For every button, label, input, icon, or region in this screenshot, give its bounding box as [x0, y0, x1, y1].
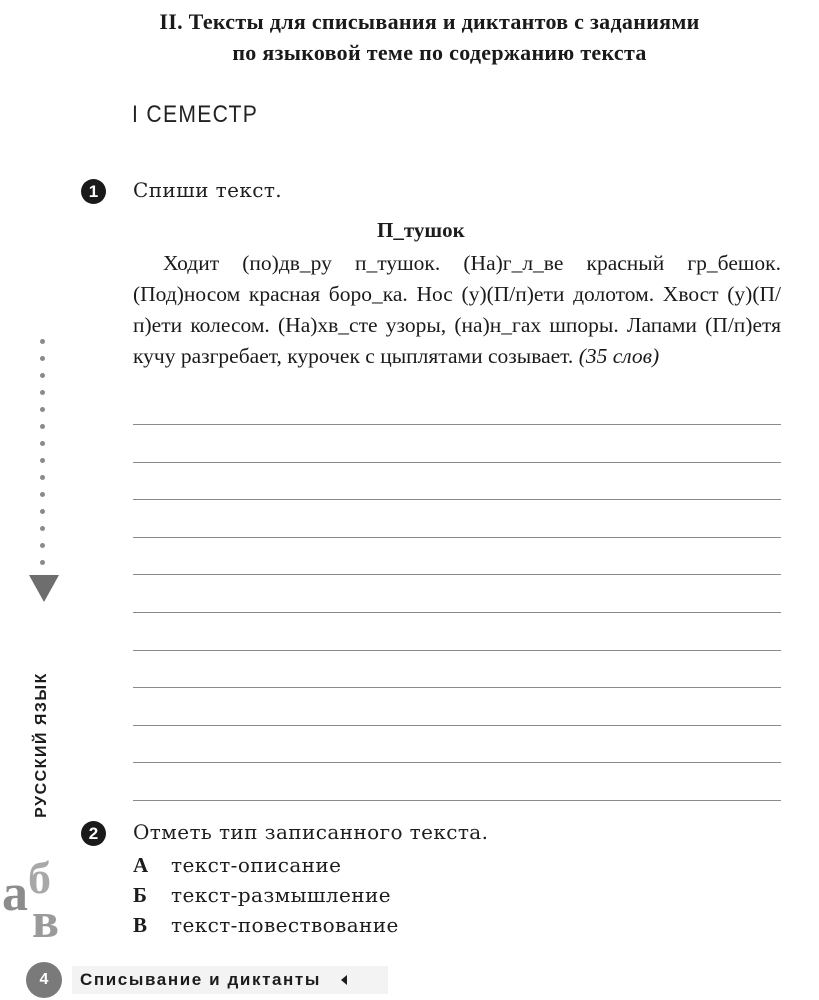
task-2-instruction: Отметь тип записанного текста.	[133, 820, 489, 844]
guide-dot	[40, 441, 45, 446]
writing-line[interactable]	[133, 762, 781, 763]
guide-dot	[40, 509, 45, 514]
abv-logo-icon	[0, 855, 80, 940]
guide-dot	[40, 373, 45, 378]
option-text: текст-размышление	[171, 883, 391, 907]
guide-dot	[40, 339, 45, 344]
guide-dot	[40, 475, 45, 480]
task-1-number-badge	[81, 179, 106, 204]
story-body: Ходит (по)дв_ру п_тушок. (На)г_л_ве красный гр_бешок. (Под)носом красная боро_ка. Нос (у)(П/п)ети долотом. Хвост (у)(П/п)ети колесом. (На)хв_сте узоры, (на)н_гах шпоры. Лапами (П/п)етя кучу разгребает, курочек с цыплятами созывает.	[133, 251, 781, 368]
writing-line[interactable]	[133, 650, 781, 651]
writing-line[interactable]	[133, 725, 781, 726]
logo-letter-a: а	[2, 865, 28, 922]
semester-heading: I СЕМЕСТР	[132, 101, 259, 128]
guide-dot	[40, 390, 45, 395]
writing-line[interactable]	[133, 574, 781, 575]
option-a[interactable]	[133, 850, 399, 880]
task-1-instruction: Спиши текст.	[133, 178, 283, 202]
option-v[interactable]	[133, 910, 399, 940]
arrow-down-icon	[29, 575, 59, 602]
section-title-line-1: II. Тексты для списывания и диктантов с заданиями	[159, 9, 700, 34]
guide-dot	[40, 526, 45, 531]
guide-dot	[40, 424, 45, 429]
subject-label: РУССКИЙ ЯЗЫК	[33, 672, 50, 818]
task-2-number: 2	[88, 823, 99, 843]
dotted-guide	[40, 339, 46, 577]
writing-line[interactable]	[133, 462, 781, 463]
answer-options	[133, 850, 399, 940]
writing-line[interactable]	[133, 800, 781, 801]
guide-dot	[40, 356, 45, 361]
option-text: текст-повествование	[171, 913, 399, 937]
word-count: (35 слов)	[578, 344, 660, 368]
writing-line[interactable]	[133, 612, 781, 613]
page-number-badge	[26, 962, 62, 998]
writing-line[interactable]	[133, 499, 781, 500]
option-text: текст-описание	[171, 853, 342, 877]
guide-dot	[40, 407, 45, 412]
running-title: Списывание и диктанты	[80, 970, 321, 989]
option-letter: А	[133, 853, 149, 877]
guide-dot	[40, 560, 45, 565]
story-text	[133, 248, 781, 372]
page-number: 4	[39, 971, 49, 988]
task-2-number-badge	[81, 821, 106, 846]
writing-line[interactable]	[133, 537, 781, 538]
writing-line[interactable]	[133, 424, 781, 425]
task-1-number: 1	[88, 181, 99, 201]
section-title-line-2: по языковой теме по содержанию текста	[232, 40, 647, 65]
writing-line[interactable]	[133, 687, 781, 688]
option-letter: Б	[133, 883, 148, 907]
running-footer	[72, 966, 388, 994]
guide-dot	[40, 543, 45, 548]
logo-letter-b: б	[28, 855, 51, 903]
guide-dot	[40, 492, 45, 497]
option-b[interactable]	[133, 880, 399, 910]
story-title: П_тушок	[377, 218, 465, 242]
arrow-left-icon	[341, 975, 347, 985]
guide-dot	[40, 458, 45, 463]
section-title	[0, 6, 819, 68]
logo-letter-v: в	[32, 892, 60, 940]
option-letter: В	[133, 913, 148, 937]
